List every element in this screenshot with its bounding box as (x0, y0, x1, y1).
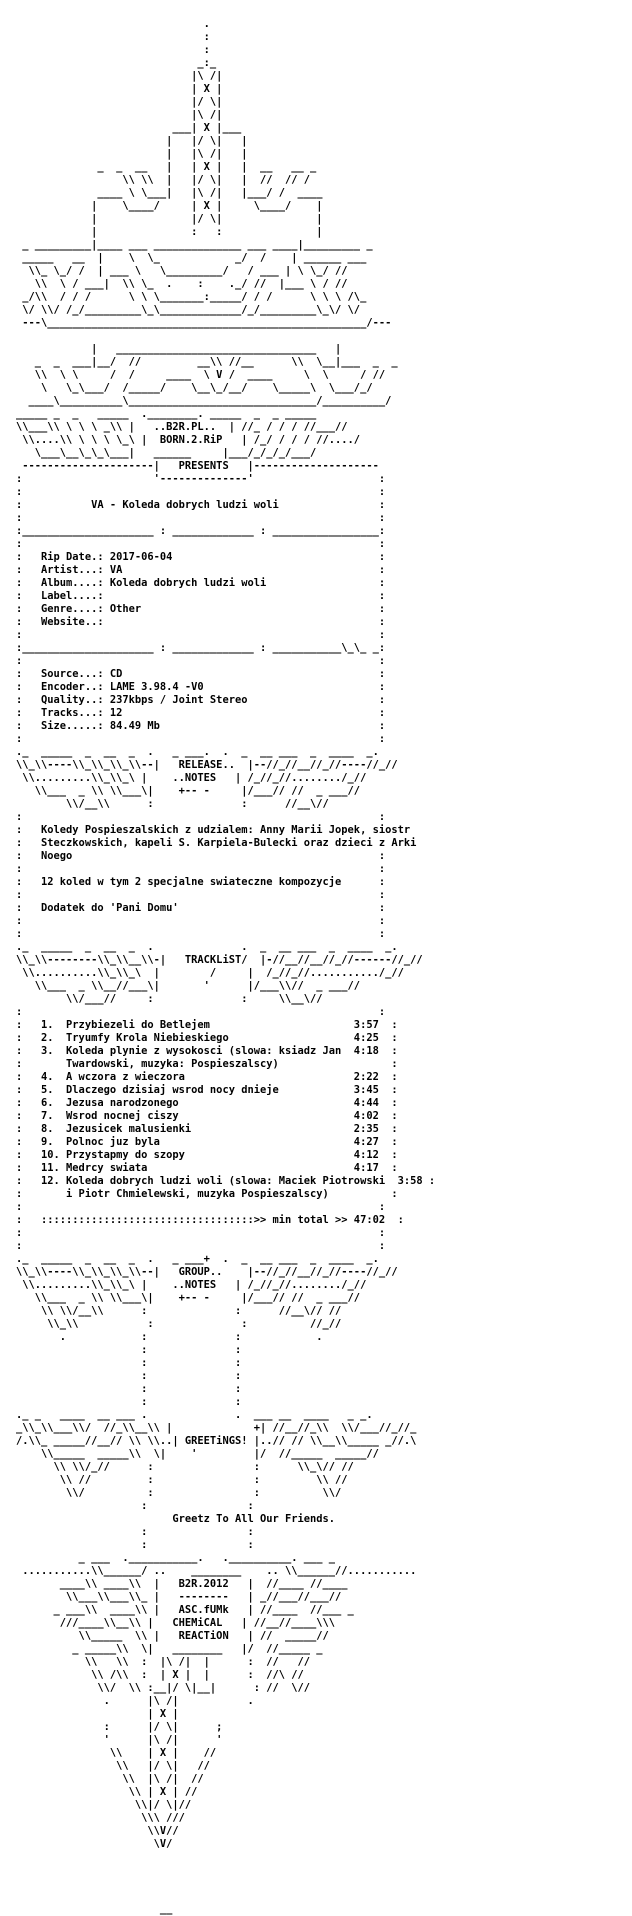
nfo-ascii-art (16, 18, 435, 1916)
nfo-line: \\/ : : \\/ (16, 1487, 342, 1499)
nfo-line: \/ \\/ /_/_________\_\_____________/_/_________\_\/ \/ (16, 304, 361, 316)
nfo-line: \\_ \_/ / | ___ \ \_________/ / ___ | \ \_/ // (16, 265, 348, 277)
nfo-line: \\ \ / ___| \\ \_ . : ._/ // |___ \ / // (16, 278, 348, 290)
nfo-line: /.\\_ _____//__// \\ \\..| GREETiNGS! |..// // \\__\\_____ _//.\ (16, 1435, 417, 1447)
nfo-line: \\ /\\ : | X | | : //\ // (16, 1669, 304, 1681)
nfo-line: \\ |/ \| // (16, 1760, 210, 1772)
nfo-line: \\..........\\_\\_\ | / | /_//_//.........../_// (16, 967, 404, 979)
nfo-line: ._ _ ____ __ ___ . . ___ __ ____ _ _. (16, 1409, 373, 1421)
nfo-line: :_____________________ : _____________ : ___________\_\_ _: (16, 642, 386, 654)
nfo-line: \\ |\ /| // (16, 1773, 204, 1785)
nfo-line (16, 330, 435, 343)
nfo-line: \\ \\ | |/ \| | // // / (16, 174, 311, 186)
nfo-line (16, 1864, 435, 1877)
nfo-line: ___| X |___ (16, 122, 242, 134)
nfo-line: : 5. Dlaczego dzisiaj wsrod nocy dnieje 3:45 : (16, 1084, 398, 1096)
nfo-line: \\_\\ : : //_// (16, 1318, 342, 1330)
nfo-line: | |\ /| | (16, 148, 248, 160)
nfo-line: \\___ _ \\ \\___\| +-- - |/___// // _ ___// (16, 785, 361, 797)
nfo-line: : Website..: : (16, 616, 386, 628)
nfo-line: . : : . (16, 1331, 323, 1343)
nfo-line: |\ /| (16, 70, 223, 82)
nfo-line: : : (16, 1201, 386, 1213)
nfo-line: | |/ \| | (16, 213, 323, 225)
nfo-line: \\ | X | // (16, 1747, 217, 1759)
nfo-line: : Koledy Pospieszalskich z udzialem: Anny Marii Jopek, siostr (16, 824, 411, 836)
nfo-line: : : (16, 928, 386, 940)
nfo-line: _ ___\\ ____\\ | ASC.fUMk | //____ //___ _ (16, 1604, 354, 1616)
nfo-line: _ _ __ | | X | | __ __ _ (16, 161, 317, 173)
nfo-line: : : (16, 1539, 254, 1551)
nfo-line: Greetz To All Our Friends. (16, 1513, 336, 1525)
nfo-line: : i Piotr Chmielewski, muzyka Pospieszalscy) : (16, 1188, 398, 1200)
nfo-line: : Size.....: 84.49 Mb : (16, 720, 386, 732)
nfo-line: _____ __ | \ \_ _/ / | ______ ___ (16, 252, 367, 264)
nfo-line: ____\__________\______________________________/__________/ (16, 395, 392, 407)
nfo-line: : : (16, 915, 386, 927)
nfo-line: \\___\\ \ \ \ _\\ | ..B2R.PL.. | //_ / / / //___// (16, 421, 348, 433)
nfo-line: : Rip Date.: 2017-06-04 : (16, 551, 386, 563)
nfo-line: | ________________________________ | (16, 343, 342, 355)
nfo-line: : 11. Medrcy swiata 4:17 : (16, 1162, 398, 1174)
nfo-line: ____\\ ____\\ | B2R.2012 | //____ //____ (16, 1578, 348, 1590)
nfo-line: \\ \\/_// : : \\_\// // (16, 1461, 354, 1473)
nfo-line: : : (16, 655, 386, 667)
nfo-line: _ _ ___|__/ // __\\ //__ \\ \__|___ _ _ (16, 356, 398, 368)
nfo-line: : : (16, 1006, 386, 1018)
nfo-line: | X | (16, 83, 223, 95)
nfo-line: \V/ (16, 1838, 173, 1850)
nfo-line: : : (16, 1344, 242, 1356)
nfo-line: : Artist...: VA : (16, 564, 386, 576)
nfo-line: \\/ \\ :__|/ \|__| : // \// (16, 1682, 311, 1694)
nfo-line (16, 1890, 435, 1903)
nfo-line: ///____\\__\\ | CHEMiCAL | //__//____\\\ (16, 1617, 336, 1629)
nfo-line: : : (16, 889, 386, 901)
nfo-line: : : (16, 1396, 242, 1408)
nfo-line: _____ _ _ _____ .________. _____ _ _ _____ (16, 408, 317, 420)
nfo-line: . |\ /| . (16, 1695, 254, 1707)
nfo-line: : : (16, 1500, 254, 1512)
nfo-line: \\V// (16, 1825, 179, 1837)
nfo-line: : : (16, 1357, 242, 1369)
nfo-line: : Label....: : (16, 590, 386, 602)
nfo-line: \\ | X | // (16, 1786, 198, 1798)
nfo-line: ---\___________________________________________________/--- (16, 317, 392, 329)
nfo-line: : Quality..: 237kbps / Joint Stereo : (16, 694, 386, 706)
nfo-line: . (16, 18, 210, 30)
nfo-line: : Album....: Koleda dobrych ludzi woli : (16, 577, 386, 589)
nfo-line: ._ _____ _ __ _ . . _ __ ___ _ ____ _. (16, 941, 398, 953)
nfo-line: \\___ _ \\__//___\| ' |/___\\// _ ___// (16, 980, 361, 992)
nfo-line: \\ \ \ / / ____ \ V / ____ \ \ / // (16, 369, 386, 381)
nfo-line: \\.........\\_\\_\ | ..NOTES | /_//_//......../_// (16, 772, 367, 784)
nfo-line: : (16, 44, 210, 56)
nfo-line: _/\\ / / / \ \ \_______:_____/ / / \ \ \ /\_ (16, 291, 367, 303)
nfo-line: \\....\\ \ \ \ \_\ | BORN.2.RiP | /_/ / / / //..../ (16, 434, 361, 446)
nfo-line: \\ \\/__\\ : : //__\// // (16, 1305, 342, 1317)
nfo-line: : 3. Koleda plynie z wysokosci (slowa: ksiadz Jan 4:18 : (16, 1045, 398, 1057)
nfo-line: : 10. Przystapmy do szopy 4:12 : (16, 1149, 398, 1161)
nfo-line: _ _____\\ \| ________ |/ //_____ _ (16, 1643, 323, 1655)
nfo-line: \\/___// : : \\__\// (16, 993, 323, 1005)
nfo-line: \\_____ _____\\ \| ' |/ //_____ _____// (16, 1448, 379, 1460)
nfo-line: : : (16, 811, 386, 823)
nfo-line (16, 1877, 435, 1890)
nfo-line: : (16, 31, 210, 43)
nfo-line: ...........\\______/ .. ________ .. \\______//........... (16, 1565, 417, 1577)
nfo-line: : 8. Jezusicek malusienki 2:35 : (16, 1123, 398, 1135)
nfo-line: :_____________________ : _____________ : _________________: (16, 525, 386, 537)
nfo-line: \\ // : : \\ // (16, 1474, 348, 1486)
nfo-line: \\___\\___\\_ | -------- | _//___//___// (16, 1591, 342, 1603)
nfo-line: : 12. Koleda dobrych ludzi woli (slowa: Maciek Piotrowski 3:58 : (16, 1175, 436, 1187)
nfo-line: \\_\\--------\\_\\__\\-| TRACKLiST/ |-//__//__//_//------//_// (16, 954, 423, 966)
nfo-line: _ ___ .___________. .__________. ___ _ (16, 1552, 336, 1564)
nfo-line: : 6. Jezusa narodzonego 4:44 : (16, 1097, 398, 1109)
nfo-line: \\ \\ : |\ /| | : // // (16, 1656, 311, 1668)
nfo-line: : Steczkowskich, kapeli S. Karpiela-Bulecki oraz dzieci z Arki (16, 837, 417, 849)
nfo-line: : Noego : (16, 850, 386, 862)
nfo-line: _ _________|____ ___ ______________ ___ ____|_________ _ (16, 239, 373, 251)
nfo-line: | \____/ | X | \____/ | (16, 200, 323, 212)
nfo-line: : : (16, 538, 386, 550)
nfo-line: : Tracks...: 12 : (16, 707, 386, 719)
nfo-line: : : (16, 629, 386, 641)
nfo-line: : 2. Tryumfy Krola Niebieskiego 4:25 : (16, 1032, 398, 1044)
nfo-line: : Dodatek do 'Pani Domu' : (16, 902, 386, 914)
nfo-line: ____ \ \___| |\ /| |___/ / ____ (16, 187, 323, 199)
nfo-line: : Genre....: Other : (16, 603, 386, 615)
nfo-line: : Source...: CD : (16, 668, 386, 680)
nfo-line: : 7. Wsrod nocnej ciszy 4:02 : (16, 1110, 398, 1122)
nfo-line: \\___ _ \\ \\___\| +-- - |/___// // _ ___// (16, 1292, 361, 1304)
nfo-line: \\|/ \|// (16, 1799, 192, 1811)
nfo-line: ---------------------| PRESENTS |-------------------- (16, 460, 379, 472)
nfo-line: \\\ /// (16, 1812, 185, 1824)
nfo-line: \\_____ \\ | REACTiON | // _____// (16, 1630, 329, 1642)
nfo-line: : '--------------' : (16, 473, 386, 485)
nfo-line: : Twardowski, muzyka: Pospieszalscy) : (16, 1058, 398, 1070)
nfo-line: |\ /| (16, 109, 223, 121)
nfo-line: : : (16, 1370, 242, 1382)
nfo-line: \\.........\\_\\_\ | ..NOTES | /_//_//......../_// (16, 1279, 367, 1291)
nfo-line: _:_ (16, 57, 217, 69)
nfo-line: | |/ \| | (16, 135, 248, 147)
nfo-line: : : (16, 733, 386, 745)
nfo-line: | X | (16, 1708, 179, 1720)
nfo-line: : : (16, 512, 386, 524)
nfo-line: |/ \| (16, 96, 223, 108)
nfo-line: \___\__\_\_\___| ______ |___/_/_/_/___/ (16, 447, 317, 459)
nfo-line: \\_\\----\\_\\_\\_\\--| GROUP.. |--//_//__//_//----//_// (16, 1266, 398, 1278)
nfo-line: : 1. Przybiezeli do Betlejem 3:57 : (16, 1019, 398, 1031)
nfo-line: : : (16, 863, 386, 875)
nfo-line: : VA - Koleda dobrych ludzi woli : (16, 499, 386, 511)
nfo-line: __ (16, 1903, 173, 1915)
nfo-line (16, 1851, 435, 1864)
nfo-line: | : : | (16, 226, 323, 238)
nfo-line: : 9. Polnoc juz byla 4:27 : (16, 1136, 398, 1148)
nfo-line: : : (16, 1240, 386, 1252)
nfo-line: \\_\\----\\_\\_\\_\\--| RELEASE.. |--//_//__//_//----//_// (16, 759, 398, 771)
nfo-line: _\\_\\___\\/ //_\\__\\ | +| //__//_\\ \\/___//_//_ (16, 1422, 417, 1434)
nfo-line: : |/ \| ; (16, 1721, 223, 1733)
nfo-line: : 12 koled w tym 2 specjalne swiateczne kompozycje : (16, 876, 386, 888)
nfo-line: : ::::::::::::::::::::::::::::::::::>> min total >> 47:02 : (16, 1214, 404, 1226)
nfo-line: : : (16, 1227, 386, 1239)
nfo-line: ._ _____ _ __ _ . _ ___+ . _ __ ___ _ ____ _. (16, 1253, 379, 1265)
nfo-line: : : (16, 1526, 254, 1538)
nfo-line: : : (16, 486, 386, 498)
nfo-line: : 4. A wczora z wieczora 2:22 : (16, 1071, 398, 1083)
nfo-line: ' |\ /| ' (16, 1734, 223, 1746)
nfo-line: : : (16, 1383, 242, 1395)
nfo-line: ._ _____ _ __ _ . _ ___. . _ __ ___ _ ____ _. (16, 746, 379, 758)
nfo-line: : Encoder..: LAME 3.98.4 -V0 : (16, 681, 386, 693)
nfo-line: \\/__\\ : : //__\// (16, 798, 329, 810)
nfo-line: \ \_\___/ /_____/ \__\_/__/ \_____\ \___/_/ (16, 382, 373, 394)
